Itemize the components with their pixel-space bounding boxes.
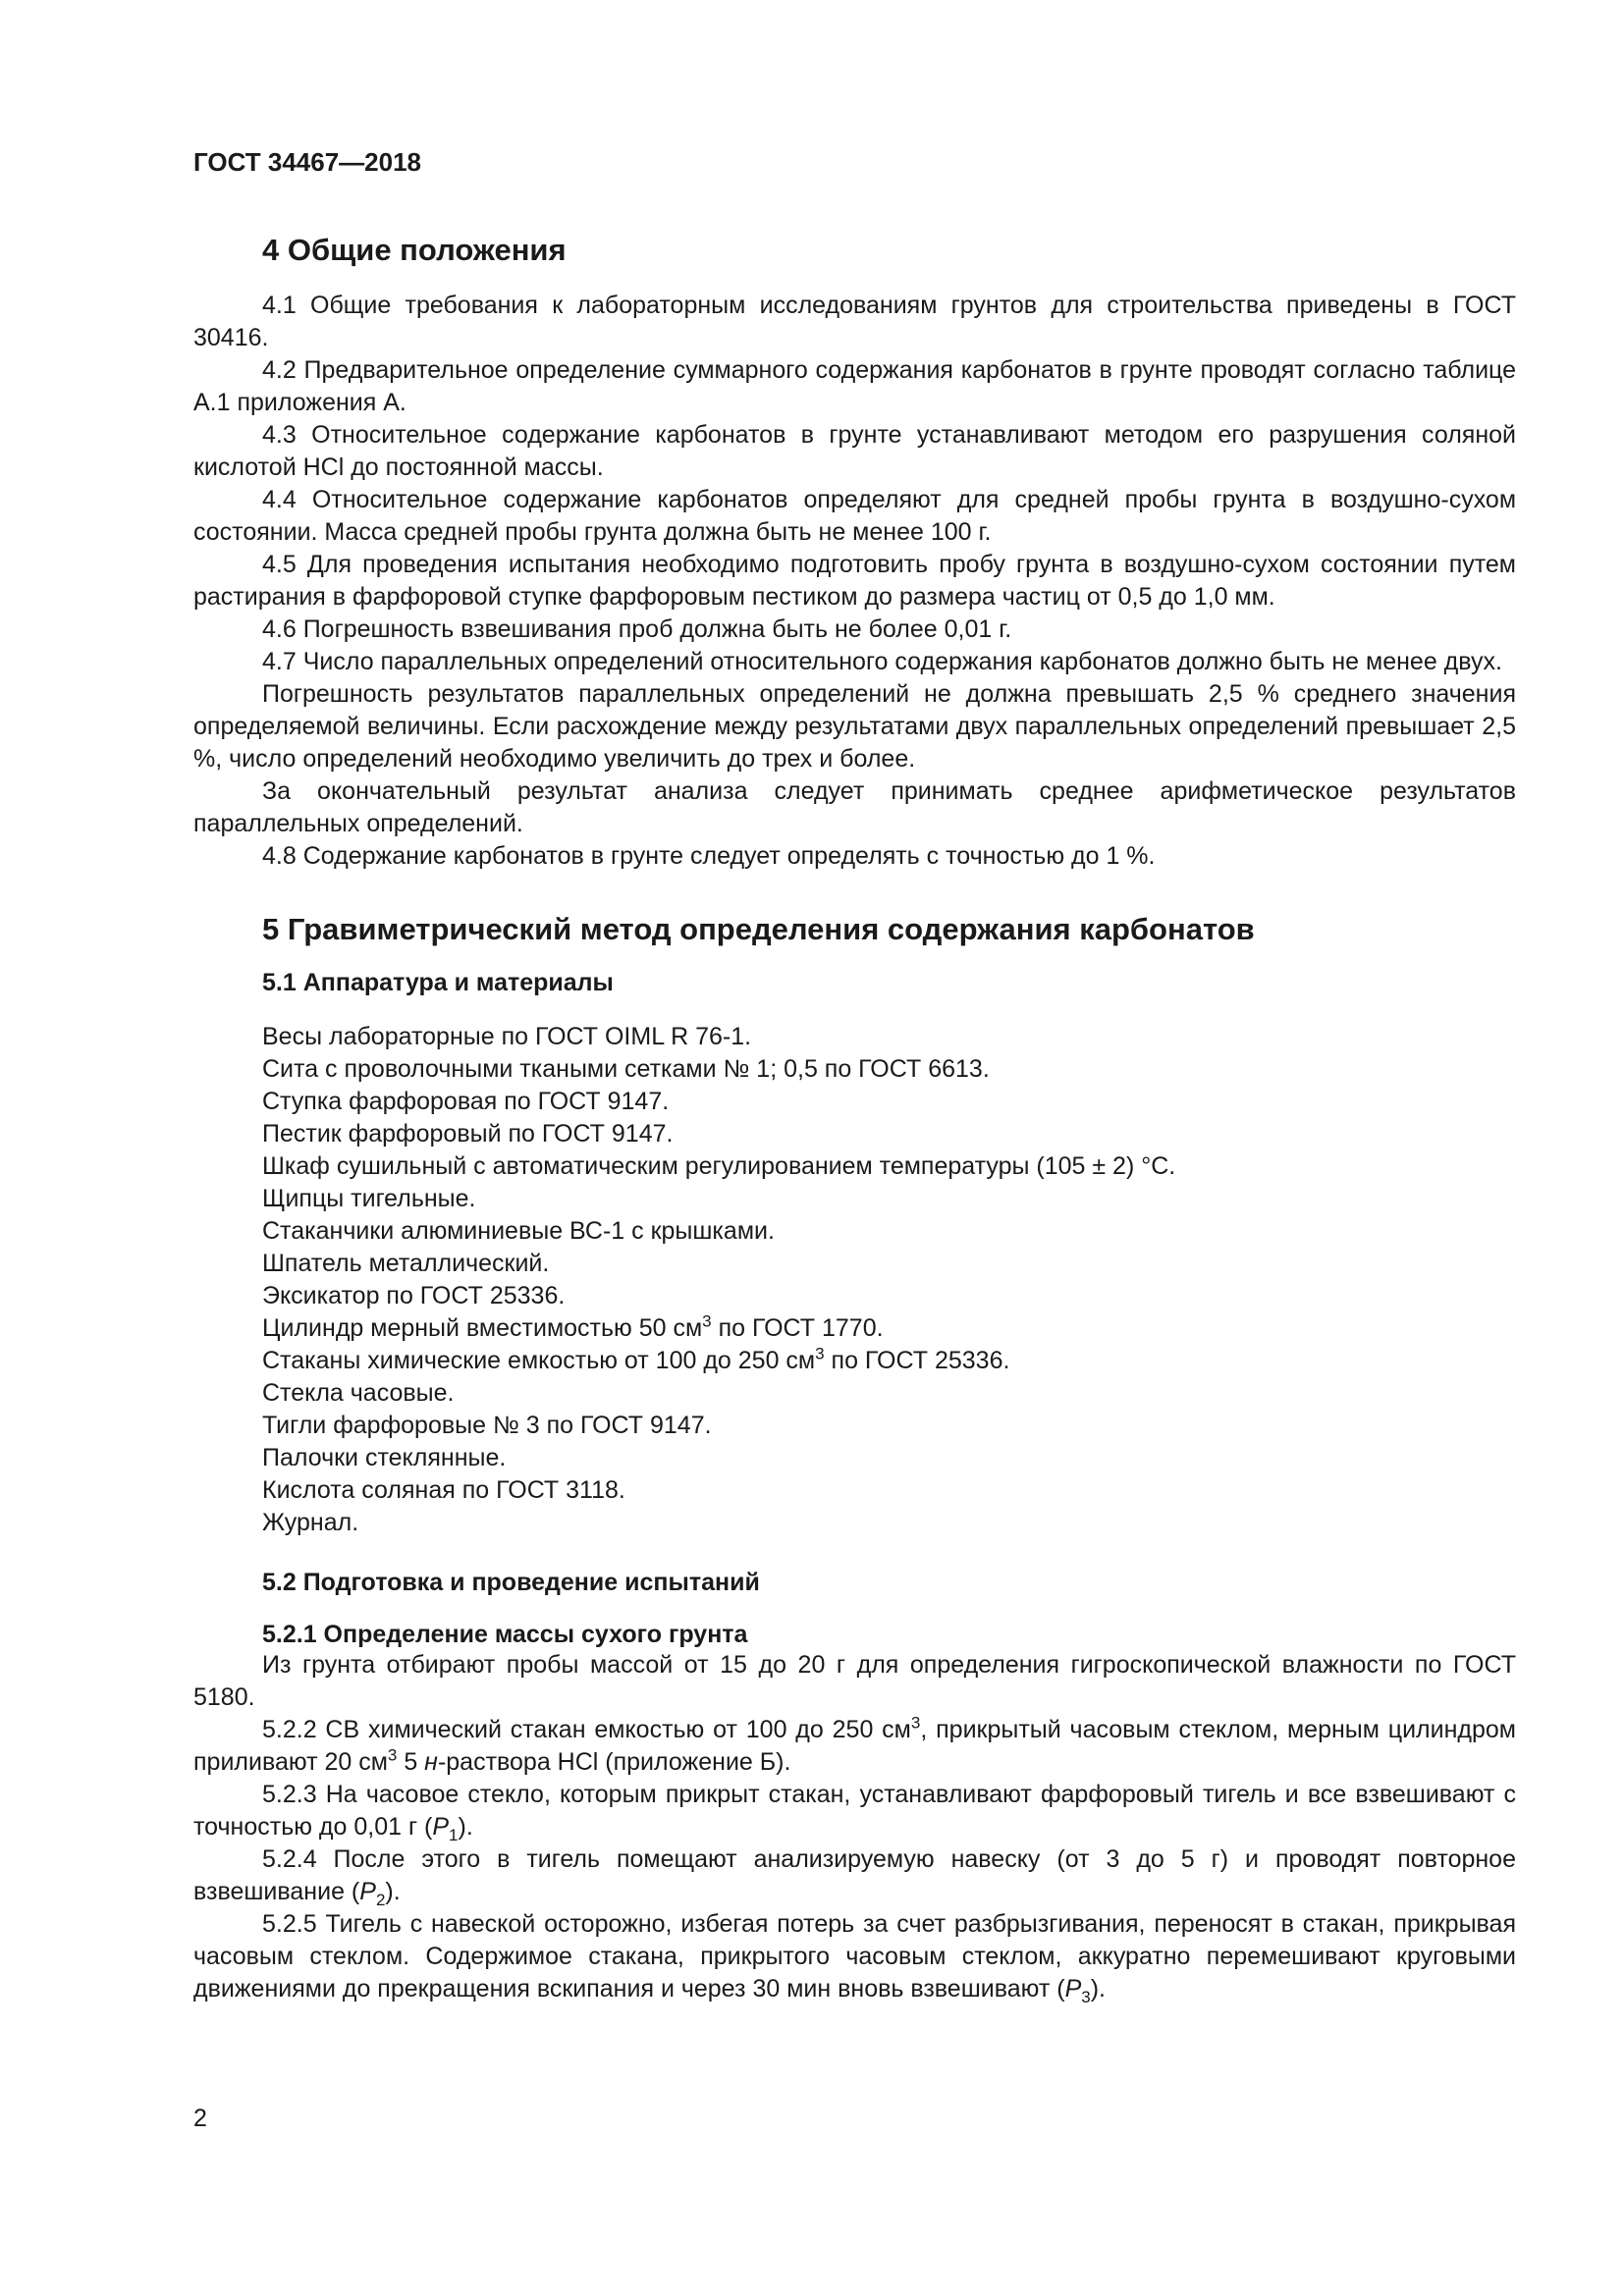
list-item: Палочки стеклянные.	[262, 1444, 507, 1471]
paragraph-4-3: 4.3 Относительное содержание карбонатов в грунте устанавливают методом его разрушения соляной кислотой HCl до постоянной массы.	[193, 421, 1516, 481]
list-item: Щипцы тигельные.	[262, 1185, 476, 1212]
list-item: Тигли фарфоровые № 3 по ГОСТ 9147.	[262, 1412, 712, 1439]
list-item: Пестик фарфоровый по ГОСТ 9147.	[262, 1120, 674, 1148]
list-item: Весы лабораторные по ГОСТ OIML R 76-1.	[262, 1023, 752, 1050]
paragraph-5-2-3: 5.2.3 На часовое стекло, которым прикрыт стакан, устанавливают фарфоровый тигель и все взвешивают с точностью до 0,01 г $(P_1)$.	[193, 1781, 1516, 1844]
materials-list	[193, 1021, 1516, 1539]
list-item: Стаканы химические емкостью от 100 до 250 $см^3$ по ГОСТ 25336.	[262, 1344, 1010, 1374]
list-item: Журнал.	[262, 1509, 359, 1536]
paragraph-5-2-4: 5.2.4 После этого в тигель помещают анализируемую навеску (от 3 до 5 г) и проводят повторное взвешивание $(P_2)$.	[193, 1845, 1516, 1909]
document-page	[193, 147, 1516, 2005]
section-4-title: 4 Общие положения	[262, 233, 567, 267]
list-item: Стаканчики алюминиевые ВС-1 с крышками.	[262, 1217, 775, 1245]
paragraph-5-2-2: 5.2.2 CВ химический стакан емкостью от 100 до 250 $см^3$, прикрытый часовым стеклом, мерным цилиндром приливают 20 $см^3$ 5 н-раствора HCl (приложение Б).	[193, 1713, 1516, 1776]
list-item: Шпатель металлический.	[262, 1250, 550, 1277]
document-header: ГОСТ 34467—2018	[193, 147, 421, 177]
paragraph-4-2: 4.2 Предварительное определение суммарного содержания карбонатов в грунте проводят согласно таблице А.1 приложения А.	[193, 356, 1516, 416]
paragraph-5-2-5: 5.2.5 Тигель с навеской осторожно, избегая потерь за счет разбрызгивания, переносят в стакан, прикрывая часовым стеклом. Содержимое стакана, прикрытого часовым стеклом, аккуратно перемешивают круговыми движениями до прекращения вскипания и через 30 мин вновь взвешивают $(P_3)$.	[193, 1910, 1516, 2006]
paragraph-4-7-error: Погрешность результатов параллельных определений не должна превышать 2,5 % среднего значения определяемой величины. Если расхождение между результатами двух параллельных определений превышает 2,5 %, число определений необходимо увеличить до трех и более.	[193, 680, 1516, 773]
paragraph-4-8: 4.8 Содержание карбонатов в грунте следует определять с точностью до 1 %.	[262, 842, 1156, 870]
subsection-5-2-1-title: 5.2.1 Определение массы сухого грунта	[262, 1621, 748, 1648]
subsection-5-1-title: 5.1 Аппаратура и материалы	[262, 969, 614, 996]
section-4-body	[193, 290, 1516, 873]
list-item: Стекла часовые.	[262, 1379, 455, 1407]
paragraph-4-4: 4.4 Относительное содержание карбонатов определяют для средней пробы грунта в воздушно-сухом состоянии. Масса средней пробы грунта должна быть не менее 100 г.	[193, 486, 1516, 546]
list-item: Шкаф сушильный с автоматическим регулированием температуры (105 ± 2) °С.	[262, 1152, 1176, 1180]
list-item: Кислота соляная по ГОСТ 3118.	[262, 1476, 625, 1504]
list-item: Ступка фарфоровая по ГОСТ 9147.	[262, 1088, 670, 1115]
paragraph-5-2-1: Из грунта отбирают пробы массой от 15 до 20 г для определения гигроскопической влажности по ГОСТ 5180.	[193, 1651, 1516, 1711]
page-number: 2	[193, 2105, 207, 2132]
paragraph-4-6: 4.6 Погрешность взвешивания проб должна быть не более 0,01 г.	[262, 615, 1012, 643]
paragraph-4-7: 4.7 Число параллельных определений относительного содержания карбонатов должно быть не менее двух.	[262, 648, 1502, 675]
list-item: Эксикатор по ГОСТ 25336.	[262, 1282, 566, 1309]
list-item: Сита с проволочными ткаными сетками № 1; 0,5 по ГОСТ 6613.	[262, 1055, 990, 1083]
paragraph-4-7-result: За окончательный результат анализа следует принимать среднее арифметическое результатов параллельных определений.	[193, 777, 1516, 837]
paragraph-4-5: 4.5 Для проведения испытания необходимо подготовить пробу грунта в воздушно-сухом состоянии путем растирания в фарфоровой ступке фарфоровым пестиком до размера частиц от 0,5 до 1,0 мм.	[193, 551, 1516, 611]
subsection-5-2-title: 5.2 Подготовка и проведение испытаний	[262, 1569, 760, 1596]
section-5-title: 5 Гравиметрический метод определения содержания карбонатов	[262, 912, 1255, 946]
list-item: Цилиндр мерный вместимостью 50 $см^3$ по ГОСТ 1770.	[262, 1311, 884, 1342]
paragraph-4-1: 4.1 Общие требования к лабораторным исследованиям грунтов для строительства приведены в ГОСТ 30416.	[193, 292, 1516, 351]
